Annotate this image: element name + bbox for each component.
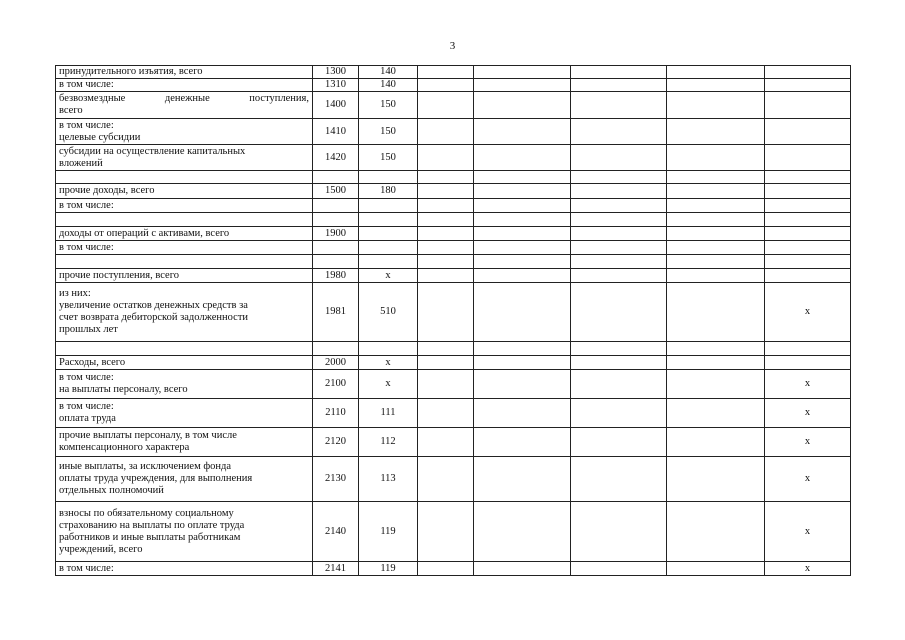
row-name-line: взносы по обязательному социальному xyxy=(59,507,234,519)
table-row xyxy=(56,145,851,171)
table-row xyxy=(56,399,851,428)
row-last-cell xyxy=(765,184,851,199)
row-kosgu-cell: x xyxy=(359,370,418,399)
row-name-cell xyxy=(56,66,313,79)
row-kosgu-cell: 113 xyxy=(359,457,418,502)
row-value-cell xyxy=(571,199,667,213)
row-code-cell: 1420 xyxy=(313,145,359,171)
row-name-line: счет возврата дебиторской задолженности xyxy=(59,312,249,323)
row-name-line: из них: xyxy=(59,288,91,299)
row-last-cell xyxy=(765,255,851,269)
row-value-cell xyxy=(571,562,667,576)
row-value-cell xyxy=(474,562,571,576)
row-value-cell xyxy=(667,184,765,199)
row-value-cell xyxy=(667,269,765,283)
row-name-line: компенсационного характера xyxy=(59,442,190,453)
table-row xyxy=(56,457,851,502)
table-row xyxy=(56,227,851,241)
row-value-cell xyxy=(667,66,765,79)
row-value-cell xyxy=(571,428,667,457)
row-value-cell xyxy=(474,119,571,145)
row-name-cell xyxy=(56,283,313,342)
table-row xyxy=(56,342,851,356)
table-row xyxy=(56,502,851,562)
row-value-cell xyxy=(474,184,571,199)
row-value-cell xyxy=(667,457,765,502)
row-code-cell: 2130 xyxy=(313,457,359,502)
row-name-line: в том числе: xyxy=(59,119,114,131)
row-value-cell xyxy=(418,241,474,255)
row-name-cell xyxy=(56,255,313,269)
row-name-line: работников и иные выплаты работникам xyxy=(59,531,241,543)
row-name-cell xyxy=(56,399,313,428)
row-value-cell xyxy=(418,283,474,342)
row-name-cell xyxy=(56,342,313,356)
row-value-cell xyxy=(418,562,474,576)
row-last-cell: x xyxy=(765,428,851,457)
row-value-cell xyxy=(418,370,474,399)
row-value-cell xyxy=(418,199,474,213)
row-code-cell xyxy=(313,171,359,184)
row-name-line: в том числе: xyxy=(59,79,114,90)
row-last-cell: x xyxy=(765,283,851,342)
row-value-cell xyxy=(571,119,667,145)
row-name-cell xyxy=(56,241,313,255)
row-value-cell xyxy=(667,255,765,269)
row-kosgu-cell: 112 xyxy=(359,428,418,457)
row-name-cell xyxy=(56,92,313,119)
row-value-cell xyxy=(418,227,474,241)
row-name-line: оплаты труда учреждения, для выполнения xyxy=(59,473,253,484)
row-kosgu-cell: 510 xyxy=(359,283,418,342)
row-value-cell xyxy=(571,269,667,283)
row-kosgu-cell xyxy=(359,241,418,255)
row-last-cell xyxy=(765,213,851,227)
row-kosgu-cell: 111 xyxy=(359,399,418,428)
row-name-cell xyxy=(56,119,313,145)
row-name-line: увеличение остатков денежных средств за xyxy=(59,300,248,311)
row-value-cell xyxy=(571,502,667,562)
row-last-cell xyxy=(765,269,851,283)
row-value-cell xyxy=(474,92,571,119)
row-kosgu-cell: 140 xyxy=(359,79,418,92)
row-value-cell xyxy=(418,92,474,119)
row-value-cell xyxy=(571,171,667,184)
row-kosgu-cell: 119 xyxy=(359,502,418,562)
row-last-cell: x xyxy=(765,399,851,428)
row-value-cell xyxy=(474,199,571,213)
row-name-line xyxy=(59,171,309,183)
row-name-line: вложений xyxy=(59,157,103,169)
table-row xyxy=(56,356,851,370)
row-last-cell: x xyxy=(765,562,851,576)
row-code-cell: 2141 xyxy=(313,562,359,576)
row-value-cell xyxy=(474,356,571,370)
row-name-line xyxy=(59,214,309,226)
budget-table xyxy=(55,65,851,576)
row-value-cell xyxy=(571,241,667,255)
row-code-cell: 2100 xyxy=(313,370,359,399)
row-code-cell: 1900 xyxy=(313,227,359,241)
row-name-line: всего xyxy=(59,105,83,116)
row-value-cell xyxy=(667,241,765,255)
row-last-cell xyxy=(765,241,851,255)
row-name-line: на выплаты персоналу, всего xyxy=(59,384,188,395)
row-kosgu-cell: 150 xyxy=(359,119,418,145)
row-value-cell xyxy=(667,502,765,562)
row-code-cell: 1500 xyxy=(313,184,359,199)
row-kosgu-cell: 119 xyxy=(359,562,418,576)
row-value-cell xyxy=(667,213,765,227)
row-name-cell xyxy=(56,356,313,370)
row-value-cell xyxy=(571,370,667,399)
row-value-cell xyxy=(418,399,474,428)
row-value-cell xyxy=(571,399,667,428)
row-code-cell: 1410 xyxy=(313,119,359,145)
row-code-cell xyxy=(313,342,359,356)
row-value-cell xyxy=(474,428,571,457)
row-name-line: прочие выплаты персоналу, в том числе xyxy=(59,430,237,441)
row-name-line: доходы от операций с активами, всего xyxy=(59,227,230,239)
row-value-cell xyxy=(474,213,571,227)
row-name-line: безвозмездные денежные поступления, xyxy=(59,93,309,104)
row-value-cell xyxy=(474,66,571,79)
row-code-cell: 1400 xyxy=(313,92,359,119)
row-code-cell: 1300 xyxy=(313,66,359,79)
row-value-cell xyxy=(418,356,474,370)
row-name-line: Расходы, всего xyxy=(59,356,126,368)
table-row xyxy=(56,370,851,399)
row-code-cell: 2110 xyxy=(313,399,359,428)
row-value-cell xyxy=(571,213,667,227)
page-number: 3 xyxy=(449,40,456,52)
row-last-cell xyxy=(765,66,851,79)
row-kosgu-cell xyxy=(359,171,418,184)
row-kosgu-cell: 180 xyxy=(359,184,418,199)
row-name-cell xyxy=(56,171,313,184)
row-kosgu-cell: 150 xyxy=(359,92,418,119)
row-value-cell xyxy=(474,145,571,171)
row-value-cell xyxy=(418,255,474,269)
row-value-cell xyxy=(667,171,765,184)
row-value-cell xyxy=(418,428,474,457)
row-name-line: страхованию на выплаты по оплате труда xyxy=(59,519,245,531)
table-row xyxy=(56,269,851,283)
row-value-cell xyxy=(474,370,571,399)
row-name-line: отдельных полномочий xyxy=(59,485,164,496)
table-row xyxy=(56,255,851,269)
table-row xyxy=(56,184,851,199)
table-row xyxy=(56,119,851,145)
row-kosgu-cell xyxy=(359,227,418,241)
table-body xyxy=(56,66,851,576)
row-value-cell xyxy=(667,79,765,92)
row-code-cell: 1310 xyxy=(313,79,359,92)
row-kosgu-cell: x xyxy=(359,356,418,370)
row-value-cell xyxy=(571,227,667,241)
table-row xyxy=(56,199,851,213)
row-name-cell xyxy=(56,227,313,241)
row-name-line: в том числе: xyxy=(59,401,114,412)
table-row xyxy=(56,283,851,342)
row-value-cell xyxy=(667,92,765,119)
row-last-cell xyxy=(765,199,851,213)
row-name-line: целевые субсидии xyxy=(59,131,141,143)
row-kosgu-cell xyxy=(359,199,418,213)
row-name-cell xyxy=(56,199,313,213)
row-last-cell xyxy=(765,145,851,171)
row-value-cell xyxy=(667,145,765,171)
row-name-line: иные выплаты, за исключением фонда xyxy=(59,461,232,472)
row-value-cell xyxy=(418,457,474,502)
row-value-cell xyxy=(571,66,667,79)
row-value-cell xyxy=(418,502,474,562)
row-last-cell xyxy=(765,227,851,241)
row-value-cell xyxy=(571,342,667,356)
row-last-cell: x xyxy=(765,370,851,399)
row-last-cell xyxy=(765,171,851,184)
row-name-cell xyxy=(56,428,313,457)
row-value-cell xyxy=(667,342,765,356)
row-value-cell xyxy=(474,255,571,269)
row-last-cell xyxy=(765,119,851,145)
row-code-cell xyxy=(313,241,359,255)
row-value-cell xyxy=(571,356,667,370)
row-value-cell xyxy=(667,428,765,457)
table-row xyxy=(56,171,851,184)
row-code-cell xyxy=(313,213,359,227)
row-value-cell xyxy=(474,227,571,241)
row-last-cell xyxy=(765,92,851,119)
row-name-cell xyxy=(56,457,313,502)
row-value-cell xyxy=(474,283,571,342)
table-row xyxy=(56,241,851,255)
row-value-cell xyxy=(418,171,474,184)
row-name-line xyxy=(59,256,309,268)
row-name-cell xyxy=(56,213,313,227)
row-code-cell: 1980 xyxy=(313,269,359,283)
row-value-cell xyxy=(571,79,667,92)
row-name-line: учреждений, всего xyxy=(59,543,143,555)
row-name-line: оплата труда xyxy=(59,413,116,424)
row-value-cell xyxy=(667,370,765,399)
row-name-cell xyxy=(56,269,313,283)
row-value-cell xyxy=(418,145,474,171)
row-value-cell xyxy=(418,213,474,227)
row-name-cell xyxy=(56,79,313,92)
table-row xyxy=(56,428,851,457)
row-code-cell: 2140 xyxy=(313,502,359,562)
table-row xyxy=(56,79,851,92)
row-value-cell xyxy=(474,79,571,92)
row-value-cell xyxy=(667,562,765,576)
table-row xyxy=(56,92,851,119)
row-value-cell xyxy=(474,502,571,562)
row-name-line: в том числе: xyxy=(59,199,114,211)
row-value-cell xyxy=(474,241,571,255)
table-row xyxy=(56,562,851,576)
row-kosgu-cell: 150 xyxy=(359,145,418,171)
row-name-line: в том числе: xyxy=(59,372,114,383)
row-value-cell xyxy=(418,119,474,145)
row-value-cell xyxy=(474,457,571,502)
row-last-cell xyxy=(765,356,851,370)
row-value-cell xyxy=(571,255,667,269)
row-code-cell xyxy=(313,255,359,269)
row-name-cell xyxy=(56,502,313,562)
row-value-cell xyxy=(474,171,571,184)
row-last-cell: x xyxy=(765,457,851,502)
row-last-cell xyxy=(765,79,851,92)
row-value-cell xyxy=(571,92,667,119)
row-value-cell xyxy=(474,342,571,356)
row-value-cell xyxy=(418,79,474,92)
row-value-cell xyxy=(667,199,765,213)
row-name-line: прочие поступления, всего xyxy=(59,269,180,281)
row-name-line: прошлых лет xyxy=(59,324,118,335)
row-value-cell xyxy=(571,457,667,502)
row-value-cell xyxy=(667,119,765,145)
row-value-cell xyxy=(571,184,667,199)
row-name-cell xyxy=(56,145,313,171)
row-code-cell: 2000 xyxy=(313,356,359,370)
row-value-cell xyxy=(474,269,571,283)
row-value-cell xyxy=(418,342,474,356)
row-value-cell xyxy=(418,269,474,283)
row-name-line: принудительного изъятия, всего xyxy=(59,66,203,77)
table-row xyxy=(56,213,851,227)
row-name-line: в том числе: xyxy=(59,241,114,253)
row-name-line xyxy=(59,343,309,355)
row-value-cell xyxy=(418,66,474,79)
row-last-cell xyxy=(765,342,851,356)
row-value-cell xyxy=(667,356,765,370)
row-name-cell xyxy=(56,370,313,399)
row-kosgu-cell: 140 xyxy=(359,66,418,79)
row-value-cell xyxy=(667,227,765,241)
row-last-cell: x xyxy=(765,502,851,562)
row-kosgu-cell xyxy=(359,213,418,227)
table-row xyxy=(56,66,851,79)
row-code-cell: 1981 xyxy=(313,283,359,342)
row-kosgu-cell xyxy=(359,255,418,269)
row-code-cell: 2120 xyxy=(313,428,359,457)
row-name-cell xyxy=(56,184,313,199)
row-name-line: субсидии на осуществление капитальных xyxy=(59,145,246,157)
row-name-line: в том числе: xyxy=(59,562,114,574)
row-value-cell xyxy=(667,283,765,342)
row-value-cell xyxy=(571,283,667,342)
row-value-cell xyxy=(474,399,571,428)
row-kosgu-cell: x xyxy=(359,269,418,283)
row-value-cell xyxy=(571,145,667,171)
row-name-cell xyxy=(56,562,313,576)
row-name-line: прочие доходы, всего xyxy=(59,185,155,196)
row-code-cell xyxy=(313,199,359,213)
row-value-cell xyxy=(667,399,765,428)
row-kosgu-cell xyxy=(359,342,418,356)
row-value-cell xyxy=(418,184,474,199)
